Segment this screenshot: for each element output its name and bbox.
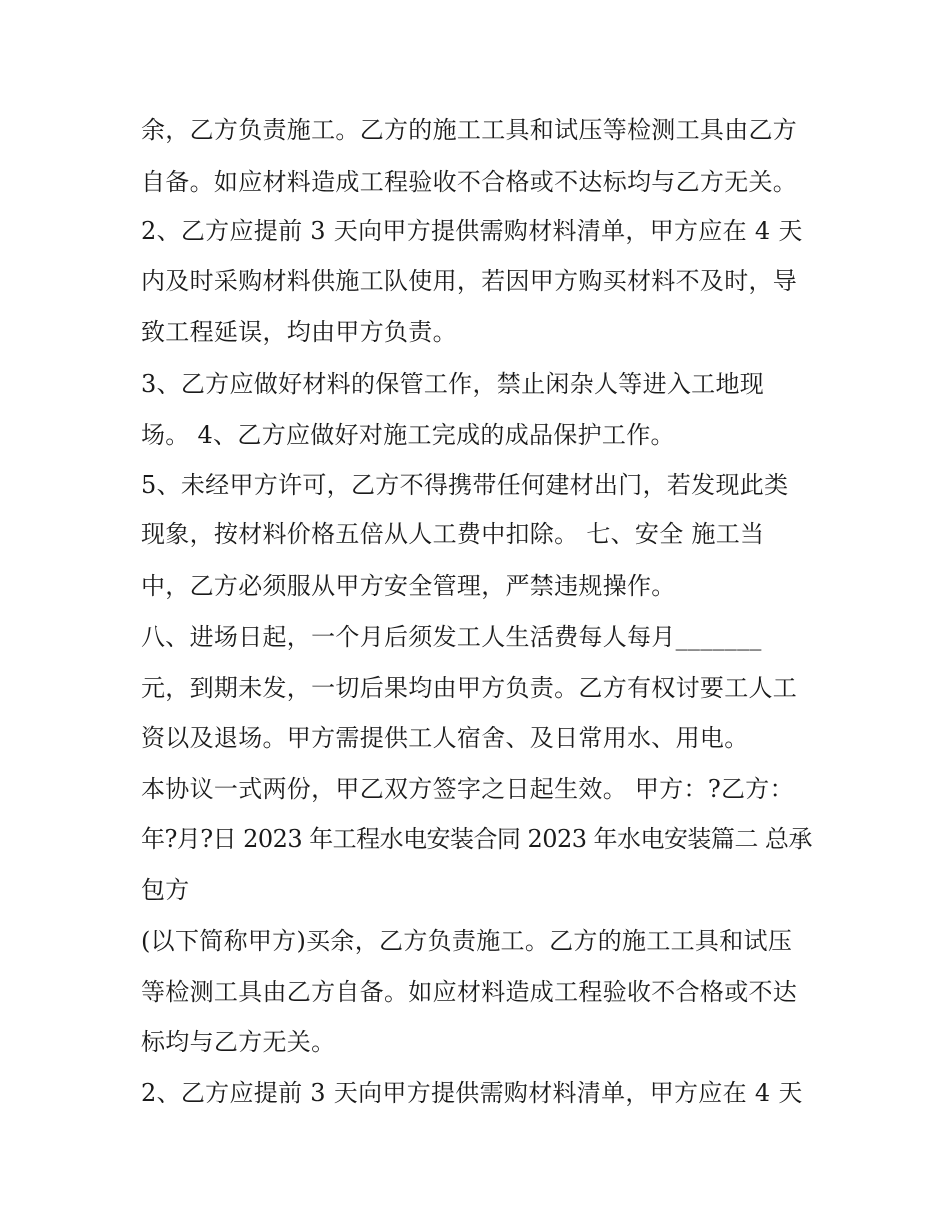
text-line: 标均与乙方无关。 <box>141 1028 336 1056</box>
text-line: 中，乙方必须服从甲方安全管理，严禁违规操作。 <box>141 572 676 600</box>
text-line: 本协议一式两份，甲乙双方签字之日起生效。 甲方：?乙方： <box>141 775 794 803</box>
text-line: 现象，按材料价格五倍从人工费中扣除。 七、安全 施工当 <box>141 520 765 548</box>
text-line: 包方 <box>141 876 190 904</box>
text-line: 致工程延误，均由甲方负责。 <box>141 318 457 346</box>
text-line: 2、乙方应提前 3 天向甲方提供需购材料清单，甲方应在 4 天 <box>141 1079 803 1107</box>
text-line: 内及时采购材料供施工队使用，若因甲方购买材料不及时，导 <box>141 267 798 295</box>
text-line: 余，乙方负责施工。乙方的施工工具和试压等检测工具由乙方 <box>141 116 798 144</box>
text-line: 2、乙方应提前 3 天向甲方提供需购材料清单，甲方应在 4 天 <box>141 217 803 245</box>
text-line: 年?月?日 2023 年工程水电安装合同 2023 年水电安装篇二 总承 <box>141 825 812 853</box>
text-line: 八、进场日起，一个月后须发工人生活费每人每月_______ <box>141 623 762 651</box>
text-line: 等检测工具由乙方自备。如应材料造成工程验收不合格或不达 <box>141 978 798 1006</box>
text-line: 3、乙方应做好材料的保管工作，禁止闲杂人等进入工地现 <box>141 370 765 398</box>
text-line: 场。 4、乙方应做好对施工完成的成品保护工作。 <box>141 421 675 449</box>
text-line: 5、未经甲方许可，乙方不得携带任何建材出门，若发现此类 <box>141 471 789 499</box>
text-line: 自备。如应材料造成工程验收不合格或不达标均与乙方无关。 <box>141 168 798 196</box>
text-line: 元，到期未发，一切后果均由甲方负责。乙方有权讨要工人工 <box>141 674 798 702</box>
text-line: 资以及退场。甲方需提供工人宿舍、及日常用水、用电。 <box>141 724 749 752</box>
text-line: (以下简称甲方)买余，乙方负责施工。乙方的施工工具和试压 <box>141 927 793 955</box>
